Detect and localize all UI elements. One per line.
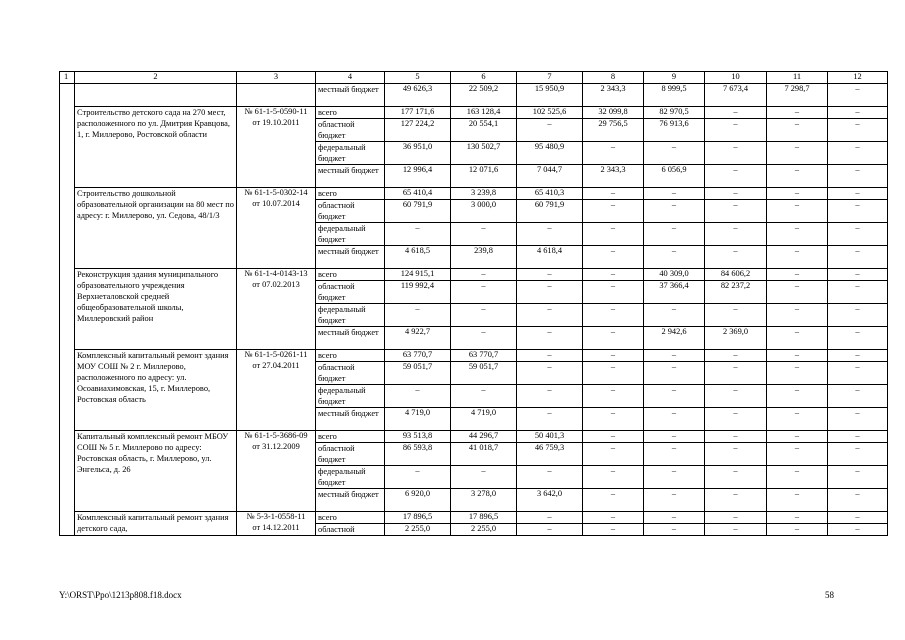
table-row [60, 269, 888, 281]
funding-source-cell: всего [316, 512, 385, 524]
amount-cell: – [705, 443, 767, 466]
amount-cell: – [517, 119, 583, 142]
amount-cell: 60 791,9 [517, 200, 583, 223]
document-number: № 61-1-5-0261-11 [244, 350, 308, 359]
funding-source-cell: федеральный бюджет [316, 466, 385, 489]
amount-cell: 2 255,0 [451, 524, 517, 536]
amount-cell: – [705, 524, 767, 536]
amount-cell: – [767, 431, 828, 443]
amount-cell: 29 756,5 [583, 119, 644, 142]
funding-source-cell: областной бюджет [316, 200, 385, 223]
amount-cell: – [705, 107, 767, 119]
amount-cell: – [583, 512, 644, 524]
amount-cell: – [828, 223, 888, 246]
amount-cell: 239,8 [451, 246, 517, 269]
amount-cell: 50 401,3 [517, 431, 583, 443]
amount-cell: – [644, 443, 705, 466]
amount-cell: 59 051,7 [451, 362, 517, 385]
amount-cell: 7 673,4 [705, 84, 767, 107]
amount-cell: – [583, 223, 644, 246]
amount-cell: 8 999,5 [644, 84, 705, 107]
table-row [60, 188, 888, 200]
funding-source-cell: всего [316, 188, 385, 200]
funding-source-cell: федеральный бюджет [316, 385, 385, 408]
amount-cell: 177 171,6 [385, 107, 451, 119]
document-cell [237, 350, 316, 431]
amount-cell: – [583, 188, 644, 200]
column-number-cell: 5 [385, 72, 451, 84]
funding-source-cell: областной бюджет [316, 362, 385, 385]
amount-cell: 163 128,4 [451, 107, 517, 119]
amount-cell: 4 922,7 [385, 327, 451, 350]
amount-cell: – [517, 350, 583, 362]
amount-cell: – [644, 385, 705, 408]
amount-cell: – [767, 385, 828, 408]
amount-cell: – [644, 188, 705, 200]
amount-cell: 4 719,0 [451, 408, 517, 431]
document-cell [237, 84, 316, 107]
amount-cell: – [828, 200, 888, 223]
amount-cell: 44 296,7 [451, 431, 517, 443]
amount-cell: – [583, 327, 644, 350]
column-number-cell: 4 [316, 72, 385, 84]
amount-cell: 3 239,8 [451, 188, 517, 200]
amount-cell: – [767, 350, 828, 362]
document-number: № 61-1-4-0143-13 [244, 269, 308, 278]
amount-cell: – [767, 408, 828, 431]
amount-cell: – [828, 350, 888, 362]
amount-cell: 15 950,9 [517, 84, 583, 107]
amount-cell: – [828, 165, 888, 188]
amount-cell: – [451, 281, 517, 304]
amount-cell: 102 525,6 [517, 107, 583, 119]
amount-cell: – [705, 223, 767, 246]
object-name-cell: Строительство дошкольной образовательной организации на 80 мест по адресу: г. Миллерово, ул. Седова, 48/1/3 [75, 188, 237, 269]
amount-cell: – [767, 165, 828, 188]
amount-cell: 12 071,6 [451, 165, 517, 188]
amount-cell: – [767, 443, 828, 466]
amount-cell: 40 309,0 [644, 269, 705, 281]
amount-cell: – [385, 466, 451, 489]
document-date: от 27.04.2011 [252, 360, 300, 370]
amount-cell: – [644, 246, 705, 269]
amount-cell: – [583, 489, 644, 512]
column-number-cell: 11 [767, 72, 828, 84]
amount-cell: – [828, 246, 888, 269]
amount-cell: – [517, 304, 583, 327]
amount-cell: – [705, 188, 767, 200]
amount-cell: – [767, 188, 828, 200]
amount-cell: – [644, 223, 705, 246]
document-number: № 5-3-1-0558-11 [246, 512, 306, 521]
amount-cell: – [828, 443, 888, 466]
column-number-cell: 12 [828, 72, 888, 84]
amount-cell: 124 915,1 [385, 269, 451, 281]
funding-source-cell: федеральный бюджет [316, 304, 385, 327]
amount-cell: 82 237,2 [705, 281, 767, 304]
amount-cell: – [644, 362, 705, 385]
amount-cell: – [767, 327, 828, 350]
amount-cell: – [517, 466, 583, 489]
amount-cell: – [828, 408, 888, 431]
funding-source-cell: местный бюджет [316, 246, 385, 269]
funding-source-cell: федеральный бюджет [316, 142, 385, 165]
funding-source-cell: всего [316, 269, 385, 281]
amount-cell: 63 770,7 [385, 350, 451, 362]
document-cell [237, 188, 316, 269]
amount-cell: – [517, 408, 583, 431]
amount-cell: – [517, 281, 583, 304]
column-number-cell: 6 [451, 72, 517, 84]
amount-cell: – [705, 431, 767, 443]
amount-cell: – [644, 350, 705, 362]
document-number: № 61-1-5-0590-11 [244, 107, 308, 116]
amount-cell: – [451, 466, 517, 489]
object-name-cell [75, 84, 237, 107]
amount-cell: – [828, 524, 888, 536]
object-name-cell: Комплексный капитальный ремонт здания МОУ СОШ № 2 г. Миллерово, расположенного по адресу: ул. Осоавиахимовская, 15, г. Миллерово, Ростовская область [75, 350, 237, 431]
amount-cell: – [583, 431, 644, 443]
amount-cell: – [767, 246, 828, 269]
column-number-cell: 7 [517, 72, 583, 84]
amount-cell: 2 942,6 [644, 327, 705, 350]
amount-cell: – [583, 408, 644, 431]
funding-source-cell: федеральный бюджет [316, 223, 385, 246]
amount-cell: 17 896,5 [451, 512, 517, 524]
amount-cell: 49 626,3 [385, 84, 451, 107]
amount-cell: – [583, 281, 644, 304]
funding-source-cell: всего [316, 350, 385, 362]
amount-cell: 65 410,3 [517, 188, 583, 200]
amount-cell: – [705, 165, 767, 188]
table-body [60, 72, 888, 536]
amount-cell: – [705, 408, 767, 431]
funding-source-cell: областной бюджет [316, 119, 385, 142]
amount-cell: 22 509,2 [451, 84, 517, 107]
amount-cell: – [583, 269, 644, 281]
amount-cell: – [644, 524, 705, 536]
amount-cell: – [517, 385, 583, 408]
amount-cell: – [517, 512, 583, 524]
document-date: от 10.07.2014 [252, 198, 300, 208]
amount-cell: – [583, 246, 644, 269]
amount-cell: – [385, 385, 451, 408]
amount-cell: – [767, 466, 828, 489]
amount-cell: – [705, 489, 767, 512]
amount-cell: – [583, 466, 644, 489]
amount-cell: – [583, 443, 644, 466]
amount-cell: – [517, 327, 583, 350]
amount-cell: – [828, 385, 888, 408]
column-number-cell: 2 [75, 72, 237, 84]
amount-cell: – [767, 200, 828, 223]
amount-cell: – [828, 512, 888, 524]
amount-cell: 76 913,6 [644, 119, 705, 142]
amount-cell: 6 056,9 [644, 165, 705, 188]
amount-cell: – [644, 304, 705, 327]
table-row [60, 107, 888, 119]
amount-cell: 119 992,4 [385, 281, 451, 304]
amount-cell: – [767, 524, 828, 536]
amount-cell: – [451, 327, 517, 350]
amount-cell: 65 410,4 [385, 188, 451, 200]
amount-cell: – [644, 408, 705, 431]
table-row [60, 431, 888, 443]
table-row [60, 84, 888, 107]
amount-cell: 82 970,5 [644, 107, 705, 119]
amount-cell: – [583, 362, 644, 385]
amount-cell: 3 642,0 [517, 489, 583, 512]
object-name-cell: Реконструкция здания муниципального образовательного учреждения Верхнеталовской средней общеобразовательной школы, Миллеровский район [75, 269, 237, 350]
amount-cell: – [767, 119, 828, 142]
amount-cell: – [767, 281, 828, 304]
amount-cell: – [705, 200, 767, 223]
amount-cell: – [705, 304, 767, 327]
amount-cell: – [644, 512, 705, 524]
document-cell [237, 512, 316, 536]
document-date: от 19.10.2011 [252, 117, 300, 127]
amount-cell: – [705, 142, 767, 165]
amount-cell: – [767, 512, 828, 524]
amount-cell: 95 480,9 [517, 142, 583, 165]
amount-cell: – [705, 385, 767, 408]
amount-cell: 20 554,1 [451, 119, 517, 142]
object-name-cell: Капитальный комплексный ремонт МБОУ СОШ № 5 г. Миллерово по адресу: Ростовская область, г. Миллерово, ул. Энгельса, д. 26 [75, 431, 237, 512]
page-number: 58 [825, 590, 834, 600]
column-number-cell: 3 [237, 72, 316, 84]
amount-cell: – [828, 466, 888, 489]
funding-source-cell: местный бюджет [316, 165, 385, 188]
amount-cell: 4 618,4 [517, 246, 583, 269]
amount-cell: – [828, 362, 888, 385]
document-number: № 61-1-5-0302-14 [244, 188, 308, 197]
amount-cell: 4 618,5 [385, 246, 451, 269]
funding-source-cell: местный бюджет [316, 327, 385, 350]
amount-cell: – [705, 119, 767, 142]
table-row [60, 350, 888, 362]
document-date: от 07.02.2013 [252, 279, 300, 289]
amount-cell: – [451, 385, 517, 408]
amount-cell: – [828, 489, 888, 512]
document-date: от 31.12.2009 [252, 441, 300, 451]
amount-cell: 2 369,0 [705, 327, 767, 350]
amount-cell: – [705, 362, 767, 385]
amount-cell: – [828, 281, 888, 304]
amount-cell: 32 099,8 [583, 107, 644, 119]
amount-cell: – [517, 524, 583, 536]
amount-cell: 2 343,3 [583, 84, 644, 107]
document-cell [237, 107, 316, 188]
column-number-cell: 1 [60, 72, 75, 84]
funding-source-cell: всего [316, 431, 385, 443]
amount-cell: – [828, 142, 888, 165]
amount-cell: – [828, 431, 888, 443]
amount-cell: 6 920,0 [385, 489, 451, 512]
document-date: от 14.12.2011 [252, 522, 300, 532]
funding-source-cell: местный бюджет [316, 408, 385, 431]
document-cell [237, 269, 316, 350]
column-number-cell: 8 [583, 72, 644, 84]
amount-cell: – [705, 246, 767, 269]
amount-cell: 12 996,4 [385, 165, 451, 188]
amount-cell: 7 044,7 [517, 165, 583, 188]
amount-cell: – [583, 200, 644, 223]
amount-cell: 130 502,7 [451, 142, 517, 165]
amount-cell: – [517, 269, 583, 281]
amount-cell: 36 951,0 [385, 142, 451, 165]
amount-cell: – [517, 362, 583, 385]
row-index-cell [60, 84, 75, 536]
amount-cell: 84 606,2 [705, 269, 767, 281]
amount-cell: – [644, 489, 705, 512]
table-row [60, 512, 888, 524]
amount-cell: 2 255,0 [385, 524, 451, 536]
amount-cell: – [828, 107, 888, 119]
amount-cell: 86 593,8 [385, 443, 451, 466]
amount-cell: – [644, 466, 705, 489]
document-cell [237, 431, 316, 512]
amount-cell: – [451, 304, 517, 327]
amount-cell: – [828, 84, 888, 107]
amount-cell: – [451, 269, 517, 281]
column-number-row [60, 72, 888, 84]
amount-cell: – [644, 200, 705, 223]
amount-cell: – [767, 269, 828, 281]
funding-source-cell: всего [316, 107, 385, 119]
amount-cell: – [767, 142, 828, 165]
funding-source-cell: областной [316, 524, 385, 536]
amount-cell: – [451, 223, 517, 246]
amount-cell: – [767, 489, 828, 512]
amount-cell: – [583, 142, 644, 165]
amount-cell: – [767, 362, 828, 385]
footer-file-path: Y:\ORST\Ppo\1213p808.f18.docx [59, 590, 182, 600]
column-number-cell: 10 [705, 72, 767, 84]
funding-source-cell: местный бюджет [316, 84, 385, 107]
amount-cell: – [767, 107, 828, 119]
amount-cell: – [644, 142, 705, 165]
amount-cell: 41 018,7 [451, 443, 517, 466]
amount-cell: – [828, 304, 888, 327]
amount-cell: – [583, 385, 644, 408]
amount-cell: – [767, 223, 828, 246]
amount-cell: – [644, 431, 705, 443]
amount-cell: – [385, 223, 451, 246]
amount-cell: 59 051,7 [385, 362, 451, 385]
amount-cell: – [828, 119, 888, 142]
amount-cell: 37 366,4 [644, 281, 705, 304]
amount-cell: – [583, 524, 644, 536]
amount-cell: – [828, 269, 888, 281]
amount-cell: – [828, 188, 888, 200]
amount-cell: 2 343,3 [583, 165, 644, 188]
budget-table [59, 71, 888, 536]
funding-source-cell: областной бюджет [316, 281, 385, 304]
amount-cell: 63 770,7 [451, 350, 517, 362]
amount-cell: 7 298,7 [767, 84, 828, 107]
amount-cell: 93 513,8 [385, 431, 451, 443]
amount-cell: 3 000,0 [451, 200, 517, 223]
amount-cell: – [705, 512, 767, 524]
object-name-cell: Комплексный капитальный ремонт здания детского сада, [75, 512, 237, 536]
funding-source-cell: областной бюджет [316, 443, 385, 466]
amount-cell: 17 896,5 [385, 512, 451, 524]
amount-cell: 3 278,0 [451, 489, 517, 512]
amount-cell: – [583, 304, 644, 327]
amount-cell: – [517, 223, 583, 246]
amount-cell: 46 759,3 [517, 443, 583, 466]
amount-cell: – [767, 304, 828, 327]
document-number: № 61-1-5-3686-09 [244, 431, 308, 440]
amount-cell: – [828, 327, 888, 350]
object-name-cell: Строительство детского сада на 270 мест, расположенного по ул. Дмитрия Кравцова, 1, г. Миллерово, Ростовской области [75, 107, 237, 188]
amount-cell: – [385, 304, 451, 327]
amount-cell: 60 791,9 [385, 200, 451, 223]
funding-source-cell: местный бюджет [316, 489, 385, 512]
amount-cell: – [705, 466, 767, 489]
column-number-cell: 9 [644, 72, 705, 84]
amount-cell: 4 719,0 [385, 408, 451, 431]
amount-cell: 127 224,2 [385, 119, 451, 142]
amount-cell: – [583, 350, 644, 362]
amount-cell: – [705, 350, 767, 362]
